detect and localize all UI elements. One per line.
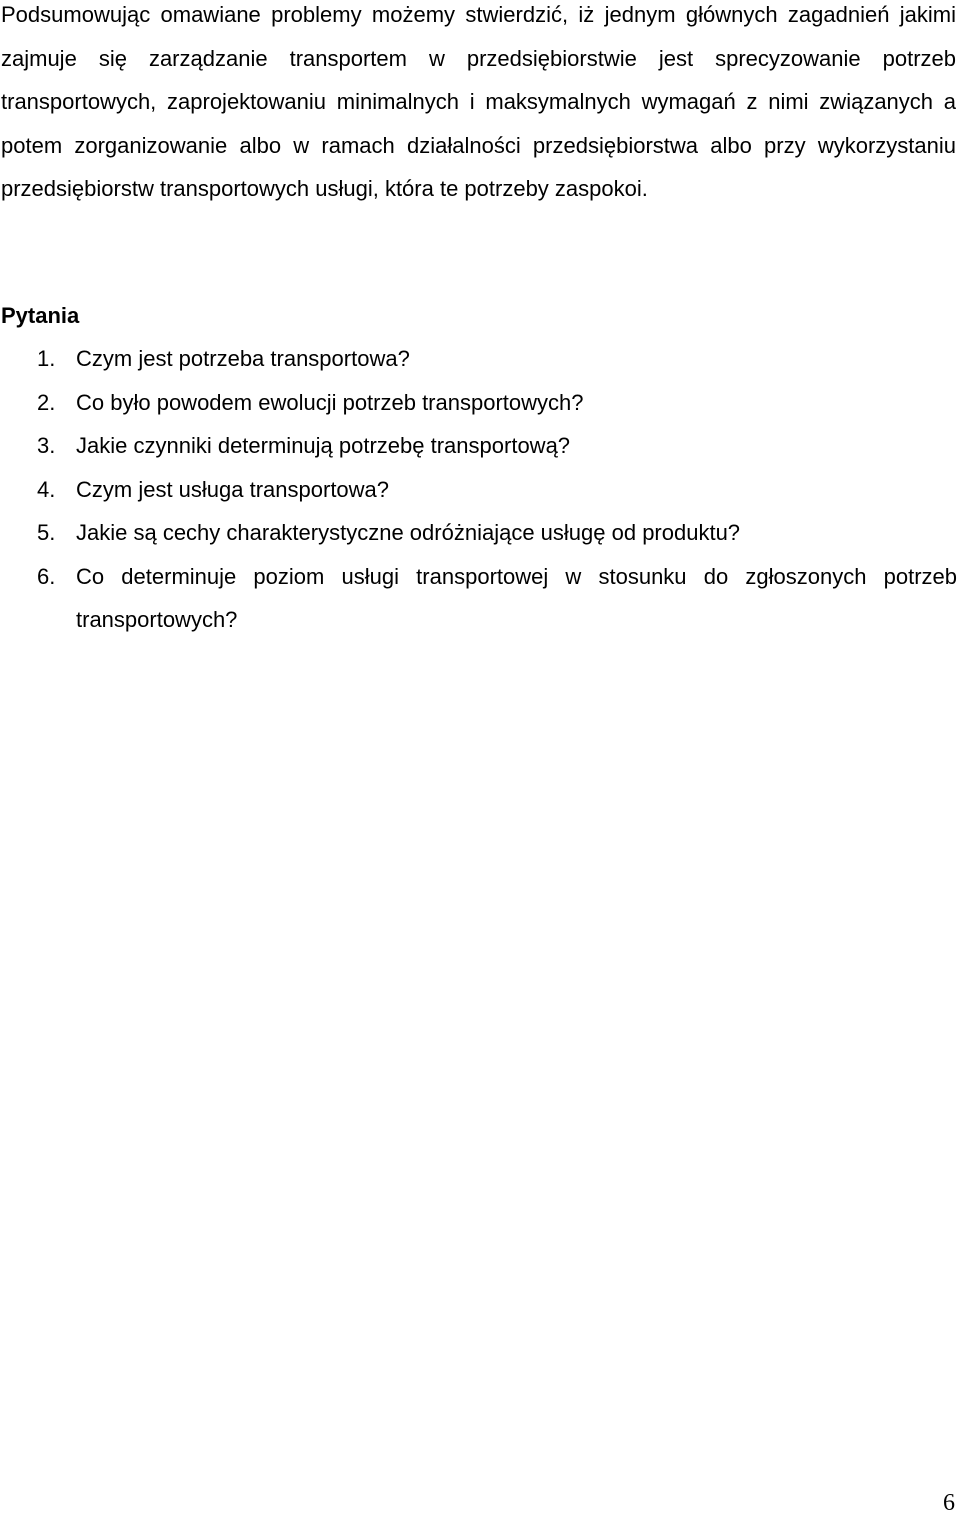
questions-list <box>0 337 957 642</box>
question-text: Czym jest usługa transportowa? <box>76 476 390 502</box>
question-number: 5. <box>37 520 56 545</box>
question-item <box>0 337 957 381</box>
question-text: Jakie czynniki determinują potrzebę transportową? <box>76 433 571 458</box>
question-text: Co było powodem ewolucji potrzeb transportowych? <box>76 389 584 415</box>
question-item <box>0 468 957 512</box>
question-text: Czym jest potrzeba transportowa? <box>76 346 410 371</box>
question-number: 1. <box>37 346 56 371</box>
question-number: 4. <box>37 476 56 502</box>
question-number: 6. <box>37 563 56 589</box>
question-number: 2. <box>37 389 56 415</box>
summary-paragraph: Podsumowując omawiane problemy możemy stwierdzić, iż jednym głównych zagadnień jakimi zajmuje się zarządzanie transportem w przedsiębiorstwie jest sprecyzowanie potrzeb transportowych, zaprojektowaniu minimalnych i maksymalnych wymagań z nimi związanych a potem zorganizowanie albo w ramach działalności przedsiębiorstwa albo przy wykorzystaniu przedsiębiorstw transportowych usługi, która te potrzeby zaspokoi. <box>1 2 956 201</box>
question-item <box>0 381 957 425</box>
question-item <box>0 511 957 555</box>
page-number: 6 <box>943 1490 955 1516</box>
question-text: Jakie są cechy charakterystyczne odróżniające usługę od produktu? <box>76 520 741 545</box>
question-text: Co determinuje poziom usługi transportowej w stosunku do zgłoszonych potrzeb transportowych? <box>76 563 957 632</box>
question-number: 3. <box>37 433 56 458</box>
question-item <box>0 424 957 468</box>
question-item <box>0 555 957 642</box>
questions-heading: Pytania <box>1 303 80 328</box>
